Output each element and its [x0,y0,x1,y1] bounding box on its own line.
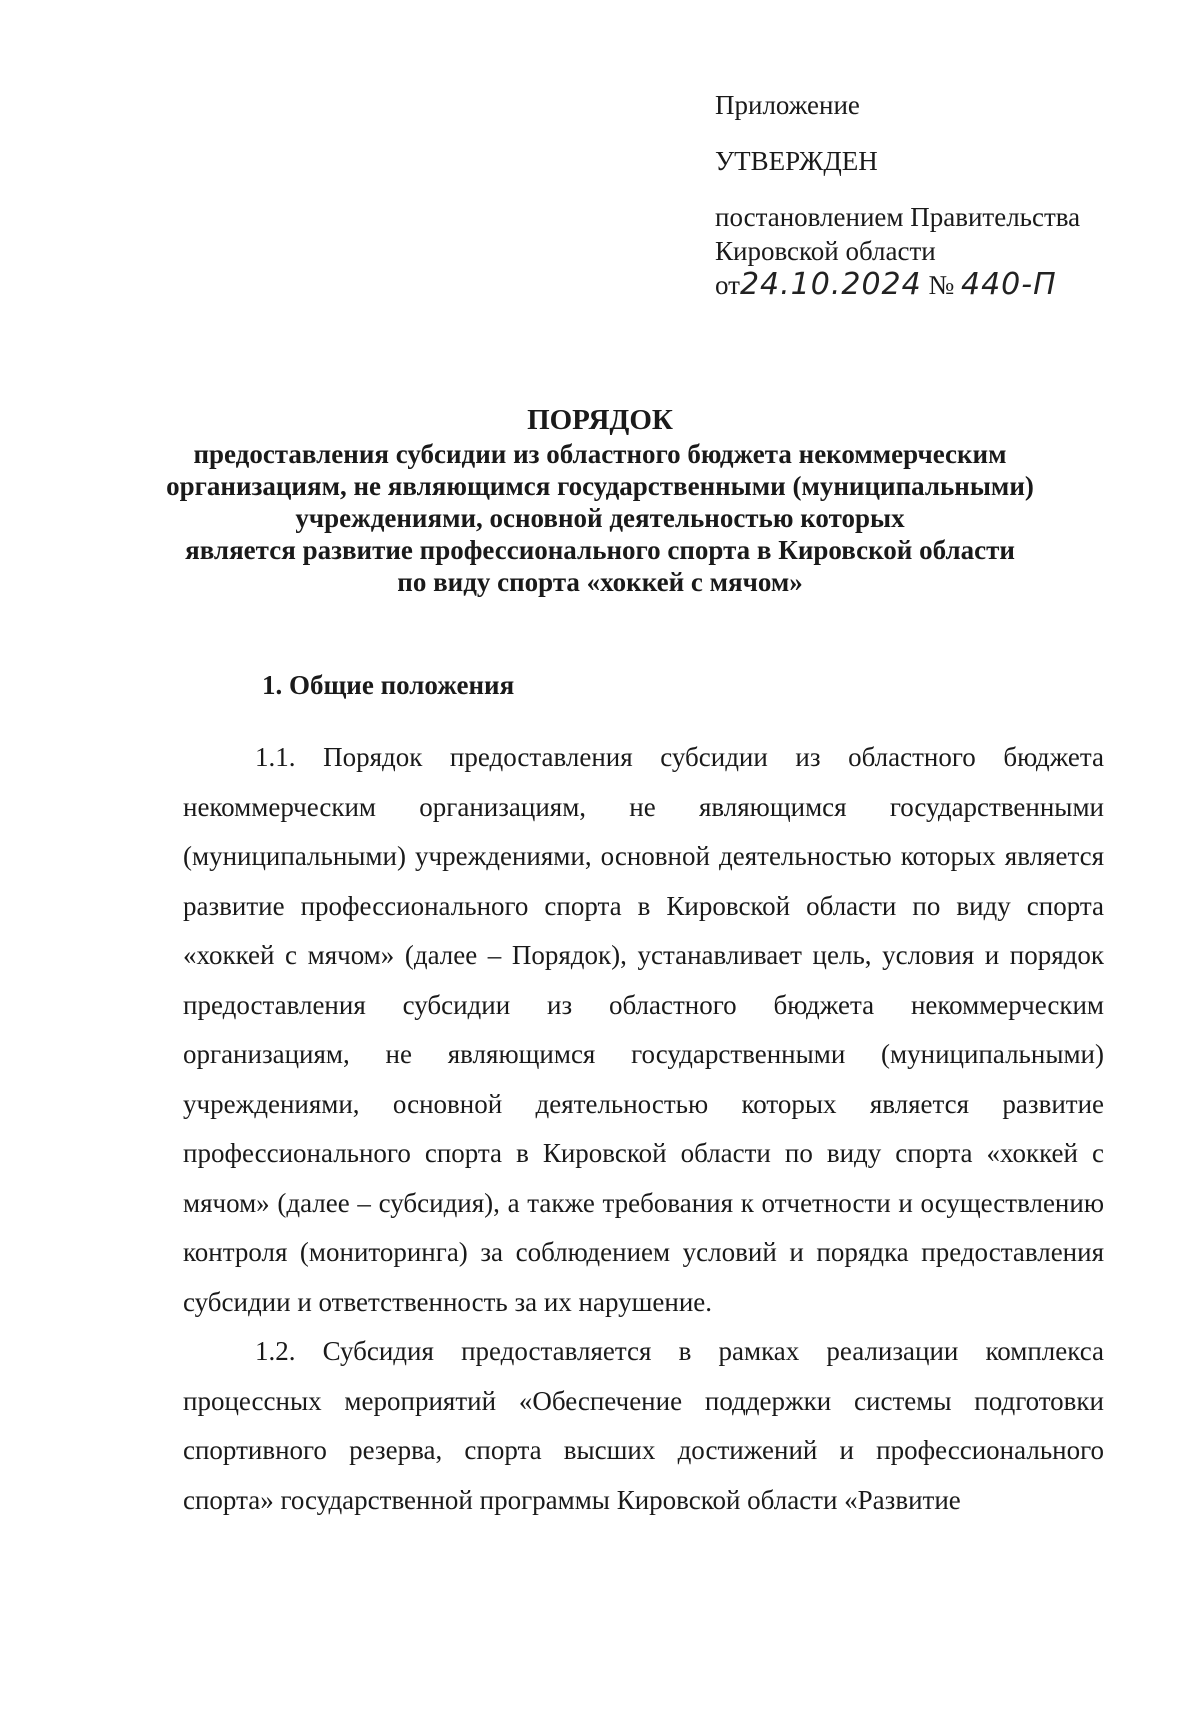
title-main: ПОРЯДОК [527,404,673,436]
title-line: является развитие профессионального спорта в Кировской области [185,535,1015,565]
date-line [715,268,1155,302]
approved-label: УТВЕРЖДЕН [715,146,878,176]
handwritten-date: 24.10.2024 [739,267,922,302]
title-line: по виду спорта «хоккей с мячом» [397,567,803,597]
number-sign: № [928,270,955,300]
paragraph: 1.1. Порядок предоставления субсидии из областного бюджета некоммерческим организациям, не являющимся государственными (муниципальными) учреждениями, основной деятельностью которых является развитие профессионального спорта в Кировской области по виду спорта «хоккей с мячом» (далее – Порядок), устанавливает цель, условия и порядок предоставления субсидии из областного бюджета некоммерческим организациям, не являющимся государственными (муниципальными) учреждениями, основной деятельностью которых является развитие профессионального спорта в Кировской области по виду спорта «хоккей с мячом» (далее – субсидия), а также требования к отчетности и осуществлению контроля (мониторинга) за соблюдением условий и порядка предоставления субсидии и ответственность за их нарушение. [183,742,1104,1317]
region-line: Кировской области [715,236,936,266]
title-line: предоставления субсидии из областного бюджета некоммерческим [193,439,1007,469]
approval-block [715,88,1155,302]
section-heading: 1. Общие положения [262,670,515,700]
date-prefix: от [715,270,740,300]
title-line: учреждениями, основной деятельностью которых [295,503,905,533]
handwritten-number: 440-П [961,267,1057,302]
title-line: организациям, не являющимся государственными (муниципальными) [166,471,1034,501]
annex-label: Приложение [715,90,860,120]
decree-line: постановлением Правительства [715,202,1081,232]
document-title [150,402,1050,598]
section-body [183,733,1104,1525]
paragraph: 1.2. Субсидия предоставляется в рамках реализации комплекса процессных мероприятий «Обеспечение поддержки системы подготовки спортивного резерва, спорта высших достижений и профессионального спорта» государственной программы Кировской области «Развитие [183,1336,1104,1515]
